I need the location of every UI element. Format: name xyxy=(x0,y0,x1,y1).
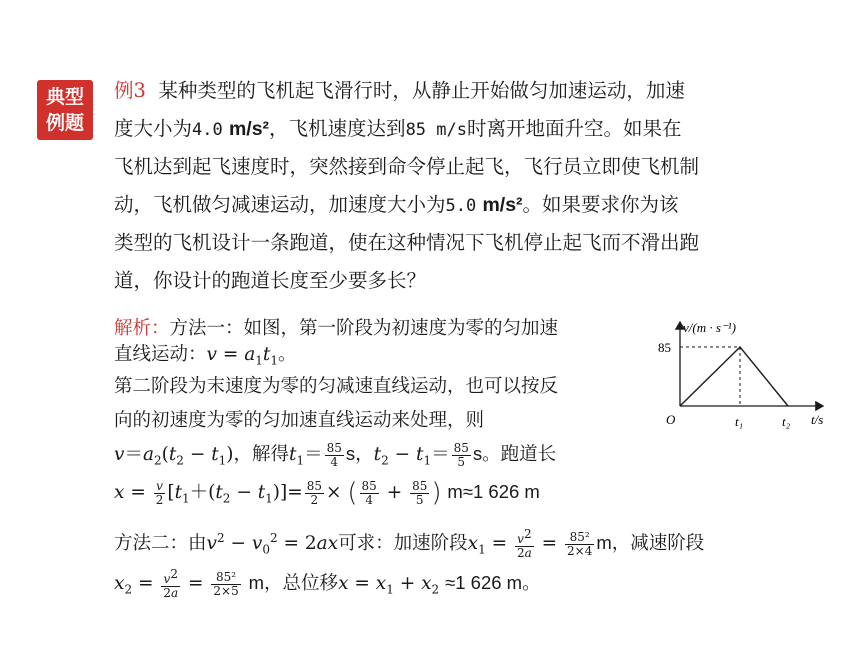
fraction-accel-phase: $\frac{\text{85²}}{2\times 4}$ xyxy=(567,529,593,558)
v-tick-label: 85 xyxy=(658,340,671,355)
solution-line-4: 向的初速度为零的匀加速直线运动来处理，则 xyxy=(114,410,485,431)
problem-line-5: 类型的飞机设计一条跑道，使在这种情况下飞机停止起飞而不滑出跑 xyxy=(114,231,700,254)
problem-text-4b: 。如果要求你为该 xyxy=(522,193,679,216)
fraction-85-4-b: $\frac{85}{4}$ xyxy=(361,478,377,507)
solution-line-6: x = $\frac{v}{2}$ $[t_1+(t_2 - t_1)]=$ $\frac{85}{2}$ × ( $\frac{85}{4}$ + $\frac{85}{5}$ ) m≈1 626 m xyxy=(114,478,540,508)
solution-line-8: $x_2$ = $\frac{v^2}{2a}$ = $\frac{\text{85²}}{2\times 5}$ m，总位移$x = x_1 + x_2 \approx 1$ 626 m。 xyxy=(114,567,541,600)
solution-line-5: $v=a_2(t_2 - t_1)$，解得$t_1=$ $\frac{85}{4}$ s，$t_2 - t_1=$ $\frac{85}{5}$ s。跑道长 xyxy=(114,440,557,469)
problem-line-1 xyxy=(114,72,774,110)
fraction-85-2: $\frac{85}{2}$ xyxy=(306,478,322,507)
t-axis-label: t/s xyxy=(811,412,824,427)
accel-unit-1: m/s² xyxy=(228,118,270,140)
problem-line-6: 道，你设计的跑道长度至少要多长？ xyxy=(114,269,427,292)
runway-word: 。跑道长 xyxy=(482,444,557,465)
problem-text-4a: 动，飞机做匀减速运动，加速度大小为 xyxy=(114,193,446,216)
solution-line-7: 方法二：由$v^2 - v_0^2 = 2ax$可求：加速阶段$x_1$ = $\frac{v^2}{2a}$ = $\frac{\text{85²}}{2\times 4}$ m，减速阶段 xyxy=(114,527,705,560)
problem-line-3: 飞机达到起飞速度时，突然接到命令停止起飞，飞行员立即使飞机制 xyxy=(114,155,700,178)
solution-line-2: 直线运动：$v = a_1t_1$。 xyxy=(114,344,297,368)
example-label: 例3 xyxy=(114,79,146,102)
fraction-v2-2a: $\frac{v^2}{2a}$ xyxy=(516,527,532,560)
solve-word: ，解得 xyxy=(233,444,290,465)
decel-word: ，减速阶段 xyxy=(611,533,705,554)
problem-line-4 xyxy=(114,186,774,224)
method1-result: m≈1 626 m xyxy=(447,481,540,502)
fraction-v-2: $\frac{v}{2}$ xyxy=(155,478,164,507)
accel-unit-2: m/s² xyxy=(482,194,523,216)
unit-m-1: m xyxy=(596,532,612,553)
accel-value-2: 5.0 xyxy=(445,196,477,216)
unit-s-2: s xyxy=(472,443,483,464)
method2-label: 方法二：由 xyxy=(114,533,207,554)
fraction-85-4: $\frac{85}{4}$ xyxy=(326,440,342,469)
unit-s-1: s xyxy=(345,443,356,464)
fraction-85-5-b: $\frac{85}{5}$ xyxy=(412,478,428,507)
method1-text-a: 方法一：如图，第一阶段为初速度为零的匀加速 xyxy=(169,318,559,339)
solution-label: 解析： xyxy=(114,318,170,339)
problem-text-2a: 度大小为 xyxy=(114,117,193,140)
velocity-formula-t: t xyxy=(262,344,271,365)
problem-text-1: 某种类型的飞机起飞滑行时，从静止开始做匀加速运动，加速 xyxy=(158,79,685,102)
badge-line-2: 例题 xyxy=(45,112,84,134)
velocity-time-graph xyxy=(655,312,835,437)
example-badge xyxy=(37,80,93,140)
method2-result: ≈1 626 m。 xyxy=(445,572,541,593)
fraction-85-5: $\frac{85}{5}$ xyxy=(453,440,469,469)
problem-line-2 xyxy=(114,110,774,148)
takeoff-speed: 85 m/s xyxy=(405,120,467,140)
problem-text-2c: 时离开地面升空。如果在 xyxy=(466,117,682,140)
fraction-v2-2a-b: $\frac{v^2}{2a}$ xyxy=(163,567,179,600)
solution-line-3: 第二阶段为末速度为零的匀减速直线运动，也可以按反 xyxy=(114,376,559,397)
badge-line-1: 典型 xyxy=(45,86,84,108)
problem-text-2b: ，飞机速度达到 xyxy=(269,117,406,140)
total-word: ，总位移 xyxy=(264,573,339,594)
method1-text-b: 直线运动： xyxy=(114,344,207,365)
v-axis-label: v/(m · s⁻¹) xyxy=(683,320,736,335)
solution-line-1 xyxy=(114,314,558,340)
t2-label: t₂ xyxy=(782,414,791,429)
velocity-formula: v xyxy=(206,344,217,365)
velocity-formula-rhs: a xyxy=(244,344,256,365)
accel-value-1: 4.0 xyxy=(192,120,223,140)
can-find-text: 可求：加速阶段 xyxy=(338,533,468,554)
fraction-decel-phase: $\frac{\text{85²}}{2\times 5}$ xyxy=(213,569,239,598)
t1-label: t₁ xyxy=(735,414,744,429)
velocity-line xyxy=(680,347,788,406)
unit-m-2: m xyxy=(248,572,265,593)
origin-label: O xyxy=(666,412,676,427)
problem-statement xyxy=(114,72,774,300)
